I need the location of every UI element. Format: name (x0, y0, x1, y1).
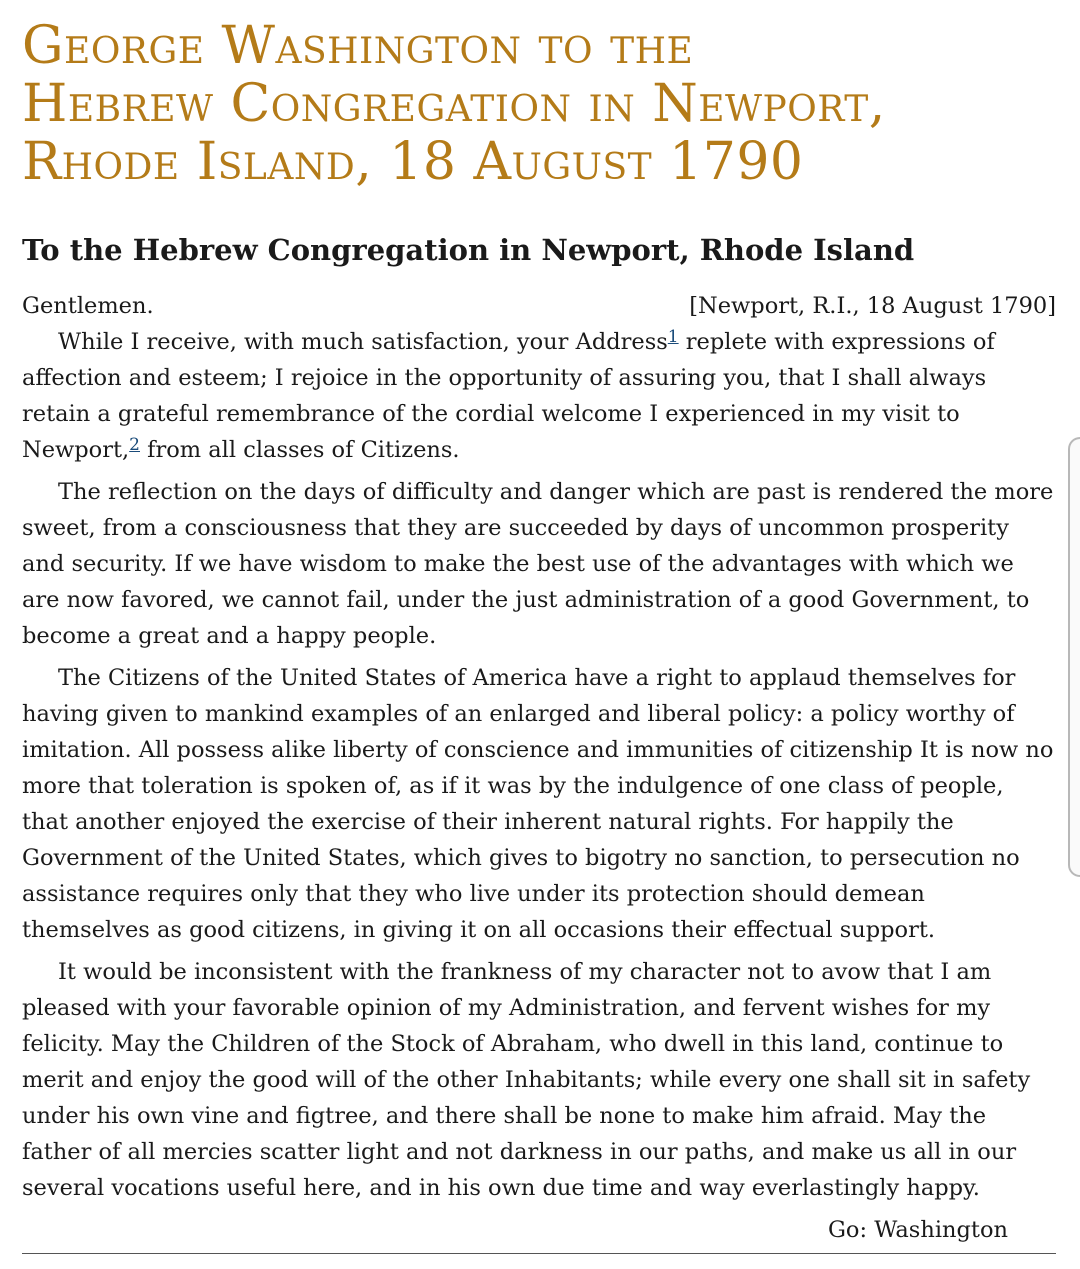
paragraph-4: It would be inconsistent with the frankness of my character not to avow that I am pleased with your favorable opinion of my Administration, and fervent wishes for my felicity. May the Children of the Stock of Abraham, who dwell in this land, continue to merit and enjoy the good will of the other Inhabitants; while every one shall sit in safety under his own vine and figtree, and there shall be none to make him afraid. May the father of all mercies scatter light and not darkness in our paths, and make us all in our several vocations useful here, and in his own due time and way everlastingly happy. (22, 959, 1031, 1201)
footnote-link-2[interactable]: 2 (129, 435, 140, 455)
dateline: [Newport, R.I., 18 August 1790] (689, 293, 1056, 319)
paragraph-1 (22, 324, 1056, 468)
page-title (22, 17, 1056, 191)
paragraph-1-part-3: from all classes of Citizens. (140, 437, 460, 463)
signature: Go: Washington (827, 1217, 1008, 1243)
paragraph-3: The Citizens of the United States of America have a right to applaud themselves for having given to mankind examples of an enlarged and liberal policy: a policy worthy of imitation. All possess alike liberty of conscience and immunities of citizenship It is now no more that toleration is spoken of, as if it was by the indulgence of one class of people, that another enjoyed the exercise of their inherent natural rights. For happily the Government of the United States, which gives to bigotry no sanction, to persecution no assistance requires only that they who live under its protection should demean themselves as good citizens, in giving it on all occasions their effectual support. (22, 665, 1054, 943)
document-page (22, 0, 1056, 1254)
footnote-link-1[interactable]: 1 (667, 327, 679, 347)
paragraph-1-part-1: While I receive, with much satisfaction, your Address (58, 329, 668, 355)
divider (22, 1253, 1056, 1254)
paragraph-2: The reflection on the days of difficulty and danger which are past is rendered the more sweet, from a consciousness that they are succeeded by days of uncommon prosperity and security. If we have wisdom to make the best use of the advantages with which we are now favored, we cannot fail, under the just administration of a good Government, to become a great and a happy people. (22, 479, 1054, 649)
letter-heading: To the Hebrew Congregation in Newport, Rhode Island (22, 233, 915, 267)
title-line-1: George Washington to the (22, 16, 694, 76)
title-line-2: Hebrew Congregation in Newport, (22, 74, 886, 134)
paragraph-1-part-2: replete with expressions of affection and esteem; I rejoice in the opportunity of assuring you, that I shall always retain a grateful remembrance of the cordial welcome I experienced in my visit to Newport, (22, 329, 995, 463)
scrollbar-handle[interactable] (1068, 437, 1080, 877)
salutation: Gentlemen. (22, 293, 154, 319)
title-line-3: Rhode Island, 18 August 1790 (22, 132, 804, 192)
salutation-row (22, 288, 1056, 324)
